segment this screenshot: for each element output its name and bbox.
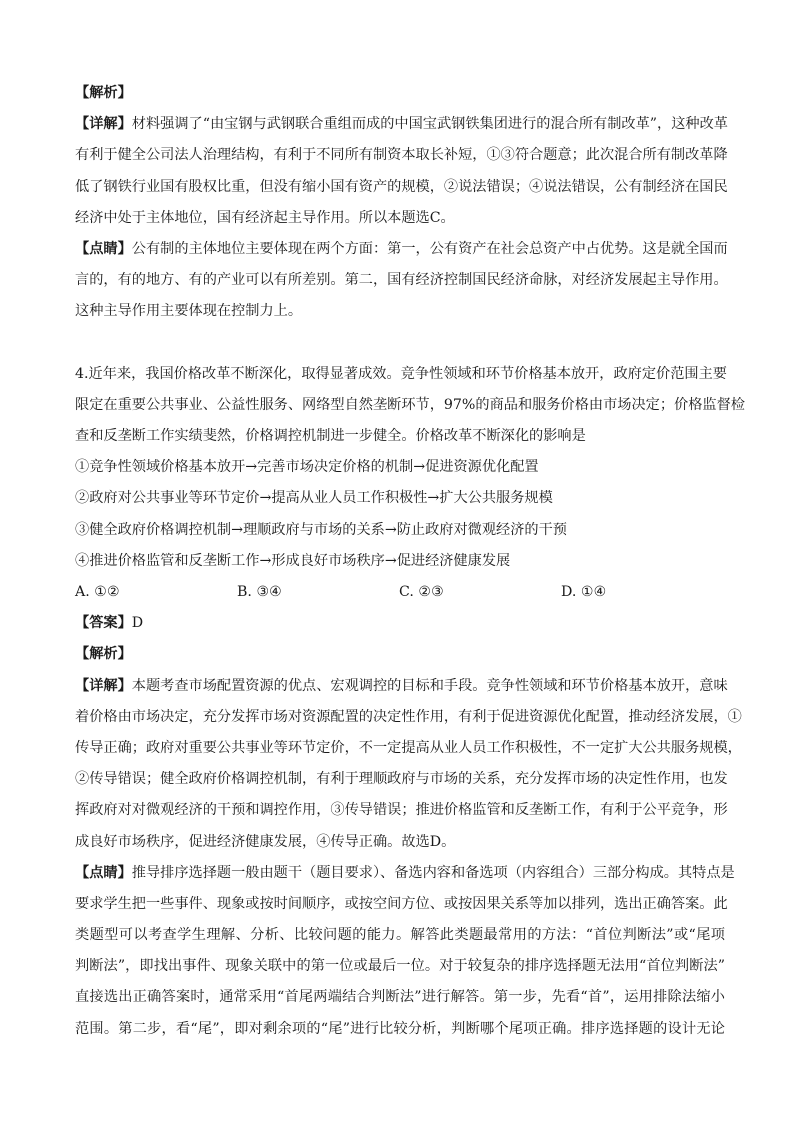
question-item-4: ④推进价格监管和反垄断工作→形成良好市场秩序→促进经济健康发展 <box>75 552 511 569</box>
detail-label-1: 【详解】 <box>75 116 132 133</box>
detail-line-b-6: 成良好市场秩序，促进经济健康发展，④传导正确。故选D。 <box>75 833 456 850</box>
question-item-1: ①竞争性领域价格基本放开→完善市场决定价格的机制→促进资源优化配置 <box>75 459 539 476</box>
detail-line-a-2: 有利于健全公司法人治理结构，有利于不同所有制资本取长补短，①③符合题意；此次混合所有制改革降 <box>75 147 728 164</box>
question-item-2: ②政府对公共事业等环节定价→提高从业人员工作积极性→扩大公共服务规模 <box>75 490 553 507</box>
document-page <box>75 78 745 1045</box>
jiexi-heading-2: 【解析】 <box>75 646 132 663</box>
detail-line-b-4: ②传导错误；健全政府价格调控机制，有利于理顺政府与市场的关系，充分发挥市场的决定性作用，也发 <box>75 771 728 788</box>
dianjing-line-b-5: 直接选出正确答案时，通常采用“首尾两端结合判断法”进行解答。第一步，先看“首”，运用排除法缩小 <box>75 989 725 1006</box>
dianjing-line-a-3: 这种主导作用主要体现在控制力上。 <box>75 303 303 320</box>
detail-label-2: 【详解】 <box>75 677 132 694</box>
option-d: D. ①④ <box>561 584 607 600</box>
dianjing-line-b-1: 【点睛】推导排序选择题一般由题干（题目要求）、备选内容和备选项（内容组合）三部分构成。其特点是 <box>75 864 735 881</box>
answer-value: D <box>131 615 144 632</box>
question-stem-line-2: 限定在重要公共事业、公益性服务、网络型自然垄断环节，97%的商品和服务价格由市场决定；价格监督检 <box>75 396 745 413</box>
detail-line-b-5: 挥政府对对微观经济的干预和调控作用，③传导错误；推进价格监管和反垄断工作，有利于公平竞争，形 <box>75 802 728 819</box>
dianjing-line-b-4: 判断法”，即找出事件、现象关联中的第一位或最后一位。对于较复杂的排序选择题无法用“首位判断法” <box>75 958 725 975</box>
question-item-3: ③健全政府价格调控机制→理顺政府与市场的关系→防止政府对微观经济的干预 <box>75 521 567 538</box>
detail-line-a-1: 【详解】材料强调了“由宝钢与武钢联合重组而成的中国宝武钢铁集团进行的混合所有制改革”，这种改革 <box>75 116 728 133</box>
dianjing-label-1: 【点睛】 <box>75 240 132 257</box>
detail-line-b-2: 着价格由市场决定，充分发挥市场对资源配置的决定性作用，有利于促进资源优化配置，推动经济发展，① <box>75 708 742 725</box>
dianjing-line-b-3: 类题型可以考查学生理解、分析、比较问题的能力。解答此类题最常用的方法：“首位判断法”或“尾项 <box>75 927 725 944</box>
dianjing-line-a-1: 【点睛】公有制的主体地位主要体现在两个方面：第一，公有资产在社会总资产中占优势。这是就全国而 <box>75 240 728 257</box>
answer-label: 【答案】 <box>75 615 132 632</box>
detail-line-a-3: 低了钢铁行业国有股权比重，但没有缩小国有资产的规模，②说法错误；④说法错误，公有制经济在国民 <box>75 178 728 195</box>
question-stem-line-1: 4.近年来，我国价格改革不断深化，取得显著成效。竞争性领域和环节价格基本放开，政府定价范围主要 <box>75 365 727 382</box>
dianjing-line-b-6: 范围。第二步，看“尾”，即对剩余项的“尾”进行比较分析，判断哪个尾项正确。排序选择题的设计无论 <box>75 1020 725 1037</box>
dianjing-line-a-2: 言的，有的地方、有的产业可以有所差别。第二，国有经济控制国民经济命脉，对经济发展起主导作用。 <box>75 272 728 289</box>
answer-line <box>75 608 725 639</box>
detail-line-a-4: 经济中处于主体地位，国有经济起主导作用。所以本题选C。 <box>75 209 455 226</box>
detail-line-b-1: 【详解】本题考查市场配置资源的优点、宏观调控的目标和手段。竞争性领域和环节价格基本放开，意味 <box>75 677 728 694</box>
dianjing-label-2: 【点睛】 <box>75 864 132 881</box>
jiexi-heading-1: 【解析】 <box>75 85 132 101</box>
option-c: C. ②③ <box>399 584 444 600</box>
detail-line-b-3: 传导正确；政府对重要公共事业等环节定价，不一定提高从业人员工作积极性，不一定扩大公共服务规模， <box>75 739 742 756</box>
dianjing-line-b-2: 要求学生把一些事件、现象或按时间顺序，或按空间方位、或按因果关系等加以排列，选出正确答案。此 <box>75 895 728 912</box>
option-b: B. ③④ <box>237 584 282 600</box>
question-stem-line-3: 查和反垄断工作实绩斐然，价格调控机制进一步健全。价格改革不断深化的影响是 <box>75 428 586 445</box>
answer-options <box>75 577 725 608</box>
option-a: A. ①② <box>75 584 120 600</box>
